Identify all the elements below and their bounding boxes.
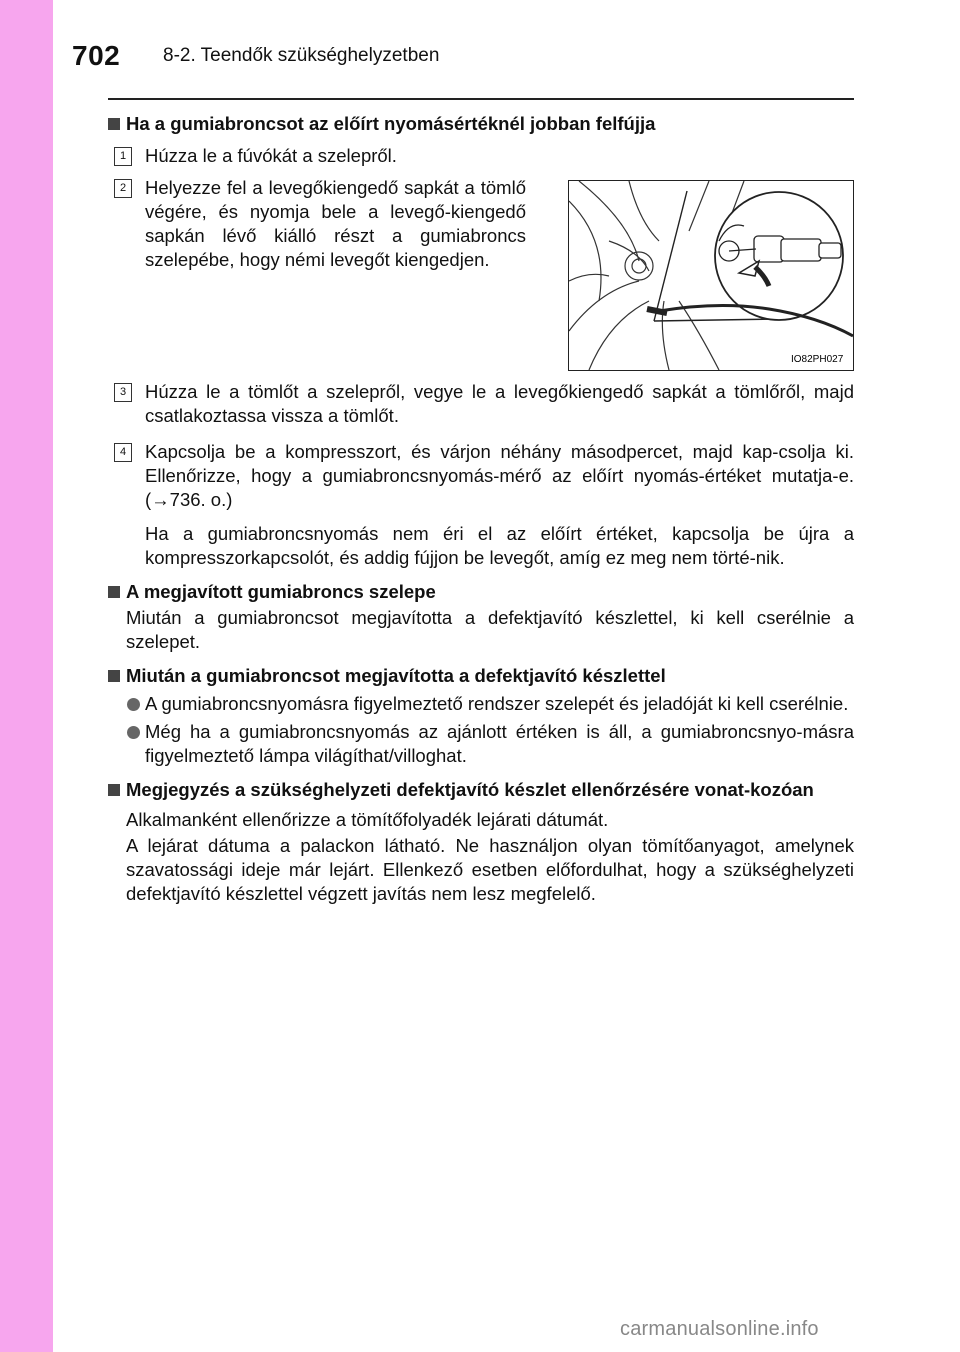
heading-kit-check <box>108 778 854 802</box>
step-4 <box>108 440 854 512</box>
kit-check-line-2: A lejárat dátuma a palackon látható. Ne használjon olyan tömítőanyagot, amelynek szavatossági ideje már lejárt. Ellenkező esetben előfordulhat, hogy a szükséghelyzeti defektjavító készlettel végzett javítás nem lesz megfelelő. <box>126 835 854 904</box>
repaired-valve-text: Miután a gumiabroncsot megjavította a defektjavító készlettel, ki kell cserélnie a szelepet. <box>126 607 854 652</box>
heading-text: A megjavított gumiabroncs szelepe <box>126 581 436 602</box>
bullet-text: A gumiabroncsnyomásra figyelmeztető rendszer szelepét és jeladóját ki kell cserélnie. <box>145 693 849 714</box>
heading-text: Ha a gumiabroncsot az előírt nyomásértéknél jobban felfújja <box>126 113 656 134</box>
bullet-text: Még ha a gumiabroncsnyomás az ajánlott értéken is áll, a gumiabroncsnyo-másra figyelmeztető lámpa világíthat/villoghat. <box>145 721 854 766</box>
step-1 <box>108 144 854 168</box>
heading-repaired-valve <box>108 580 854 604</box>
list-item <box>108 720 854 768</box>
pink-side-tab <box>0 0 53 1352</box>
section-title: 8-2. Teendők szükséghelyzetben <box>163 45 440 66</box>
round-bullet-icon <box>127 698 140 711</box>
kit-check-line-1: Alkalmanként ellenőrizze a tömítőfolyadék lejárati dátumát. <box>126 809 609 830</box>
step-text: Kapcsolja be a kompresszort, és várjon néhány másodpercet, majd kap-csolja ki. Ellenőrizze, hogy a gumiabroncsnyomás-mérő az előírt nyomás-értéket mutatja-e. (→736. o.) <box>145 441 854 510</box>
step-4-note: Ha a gumiabroncsnyomás nem éri el az előírt értéket, kapcsolja be újra a kompresszorkapcsolót, és addig fújjon be levegőt, amíg ez meg nem törté-nik. <box>145 523 854 568</box>
step-text: Húzza le a fúvókát a szelepről. <box>145 145 397 166</box>
square-bullet-icon <box>108 586 120 598</box>
round-bullet-icon <box>127 726 140 739</box>
list-item <box>108 692 854 716</box>
square-bullet-icon <box>108 670 120 682</box>
heading-overinflated <box>108 112 854 136</box>
step-number: 4 <box>114 443 132 462</box>
page-number: 702 <box>72 40 121 71</box>
figure-code: IO82PH027 <box>791 354 844 365</box>
valve-air-release-illustration <box>568 180 854 371</box>
square-bullet-icon <box>108 118 120 130</box>
step-text: Helyezze fel a levegőkiengedő sapkát a tömlő végére, és nyomja bele a levegő-kiengedő sapkán lévő kiálló részt a gumiabroncs szelepébe, hogy némi levegőt kiengedjen. <box>145 177 526 270</box>
step-number: 1 <box>114 147 132 166</box>
step-number: 2 <box>114 179 132 198</box>
square-bullet-icon <box>108 784 120 796</box>
watermark: carmanualsonline.info <box>620 1318 819 1340</box>
step-number: 3 <box>114 383 132 402</box>
step-text: Húzza le a tömlőt a szelepről, vegye le a levegőkiengedő sapkát a tömlőről, majd csatlakoztassa vissza a tömlőt. <box>145 381 854 426</box>
step-3 <box>108 380 854 428</box>
heading-after-repair <box>108 664 854 688</box>
header-rule <box>108 98 854 100</box>
heading-text: Megjegyzés a szükséghelyzeti defektjavító készlet ellenőrzésére vonat-kozóan <box>126 779 814 800</box>
wheel-valve-drawing <box>569 181 853 370</box>
step-2 <box>108 176 854 368</box>
page-content <box>108 108 854 906</box>
heading-text: Miután a gumiabroncsot megjavította a defektjavító készlettel <box>126 665 666 686</box>
